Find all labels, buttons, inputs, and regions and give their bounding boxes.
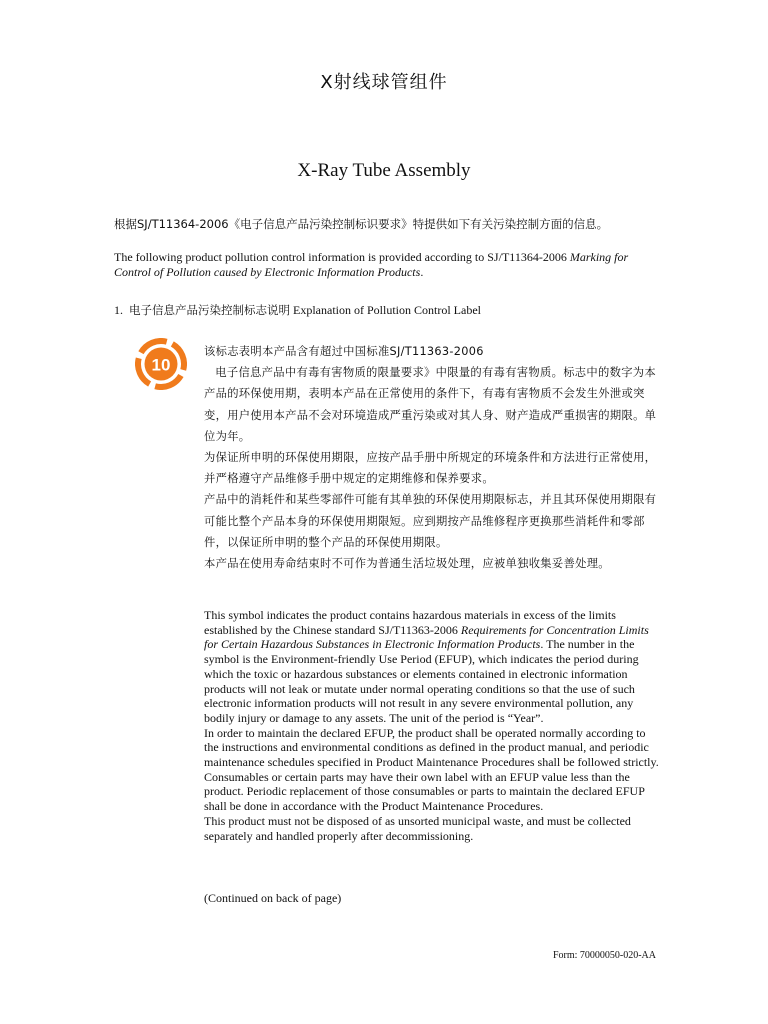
cn-paragraph-2: 电子信息产品中有毒有害物质的限量要求》中限量的有毒有害物质。标志中的数字为本产品的环保使用期，表明本产品在正常使用的条件下，有毒有害物质不会发生外泄或突变，用户使用本产品不会对环境造成严重污染或对其人身、财产造成严重损害的期限。单位为年。 <box>204 366 657 443</box>
en-paragraph-4: This product must not be disposed of as unsorted municipal waste, and must be collected separately and handled properly after decommissioning. <box>204 813 631 843</box>
english-explanation <box>204 608 659 843</box>
efup-number: 10 <box>151 355 171 375</box>
chinese-explanation <box>204 341 664 574</box>
cn-paragraph-4: 产品中的消耗件和某些零部件可能有其单独的环保使用期限标志，并且其环保使用期限有可能比整个产品本身的环保使用期限短。应到期按产品维修程序更换那些消耗件和零部件，以保证所申明的整个产品的环保使用期限。 <box>204 493 657 549</box>
cn-paragraph-1: 该标志表明本产品含有超过中国标准SJ/T11363-2006 <box>204 345 484 358</box>
page-title-chinese: X射线球管组件 <box>320 72 448 93</box>
section-1-heading <box>114 302 674 318</box>
en-paragraph-1 <box>204 608 659 726</box>
intro-chinese: 根据SJ/T11364-2006《电子信息产品污染控制标识要求》特提供如下有关污染控制方面的信息。 <box>114 217 609 231</box>
section-title-chinese: 电子信息产品污染控制标志说明 <box>129 303 290 317</box>
intro-english-text: The following product pollution control information is provided according to SJ/T11364-2006 <box>114 250 570 264</box>
cn-paragraph-5: 本产品在使用寿命结束时不可作为普通生活垃圾处理，应被单独收集妥善处理。 <box>204 557 610 571</box>
cn-paragraph-3: 为保证所申明的环保使用期限，应按产品手册中所规定的环境条件和方法进行正常使用，并严格遵守产品维修手册中规定的定期维修和保养要求。 <box>204 451 657 486</box>
form-number: Form: 70000050-020-AA <box>552 950 656 961</box>
page-title-english: X-Ray Tube Assembly <box>297 160 471 181</box>
en-paragraph-1-start: This symbol indicates the product contains hazardous materials in excess of the limits established by the Chinese standard SJ/T11363-2006 <box>204 608 616 637</box>
en-paragraph-2: In order to maintain the declared EFUP, the product shall be operated normally according to the instructions and environmental conditions as defined in the product manual, and periodic maintenance schedules specified in Product Maintenance Procedures shall be followed strictly. <box>204 725 659 770</box>
en-paragraph-3: Consumables or certain parts may have their own label with an EFUP value less than the product. Periodic replacement of those consumables or parts to maintain the declared EFUP shall be done in accordance with the Product Maintenance Procedures. <box>204 769 645 814</box>
intro-english-standard-title: Marking for Control of Pollution caused by Electronic Information Products <box>114 250 629 279</box>
en-paragraph-1-standard-title: Requirements for Concentration Limits for Certain Hazardous Substances in Electronic Information Products <box>204 622 649 652</box>
intro-english <box>114 250 659 280</box>
intro-english-end: . <box>420 265 424 279</box>
section-number: 1. <box>114 303 123 317</box>
continued-note: (Continued on back of page) <box>204 891 342 905</box>
section-title-english: Explanation of Pollution Control Label <box>293 303 481 317</box>
efup-10-icon <box>135 338 187 390</box>
en-paragraph-1-end: . The number in the symbol is the Environment-friendly Use Period (EFUP), which indicates the period during which the toxic or hazardous substances or elements contained in electronic information products will not leak or mutate under normal operating conditions so that the use of such electronic information products will not result in any severe environmental pollution, any bodily injury or damage to any assets. The unit of the period is “Year”. <box>204 637 639 725</box>
